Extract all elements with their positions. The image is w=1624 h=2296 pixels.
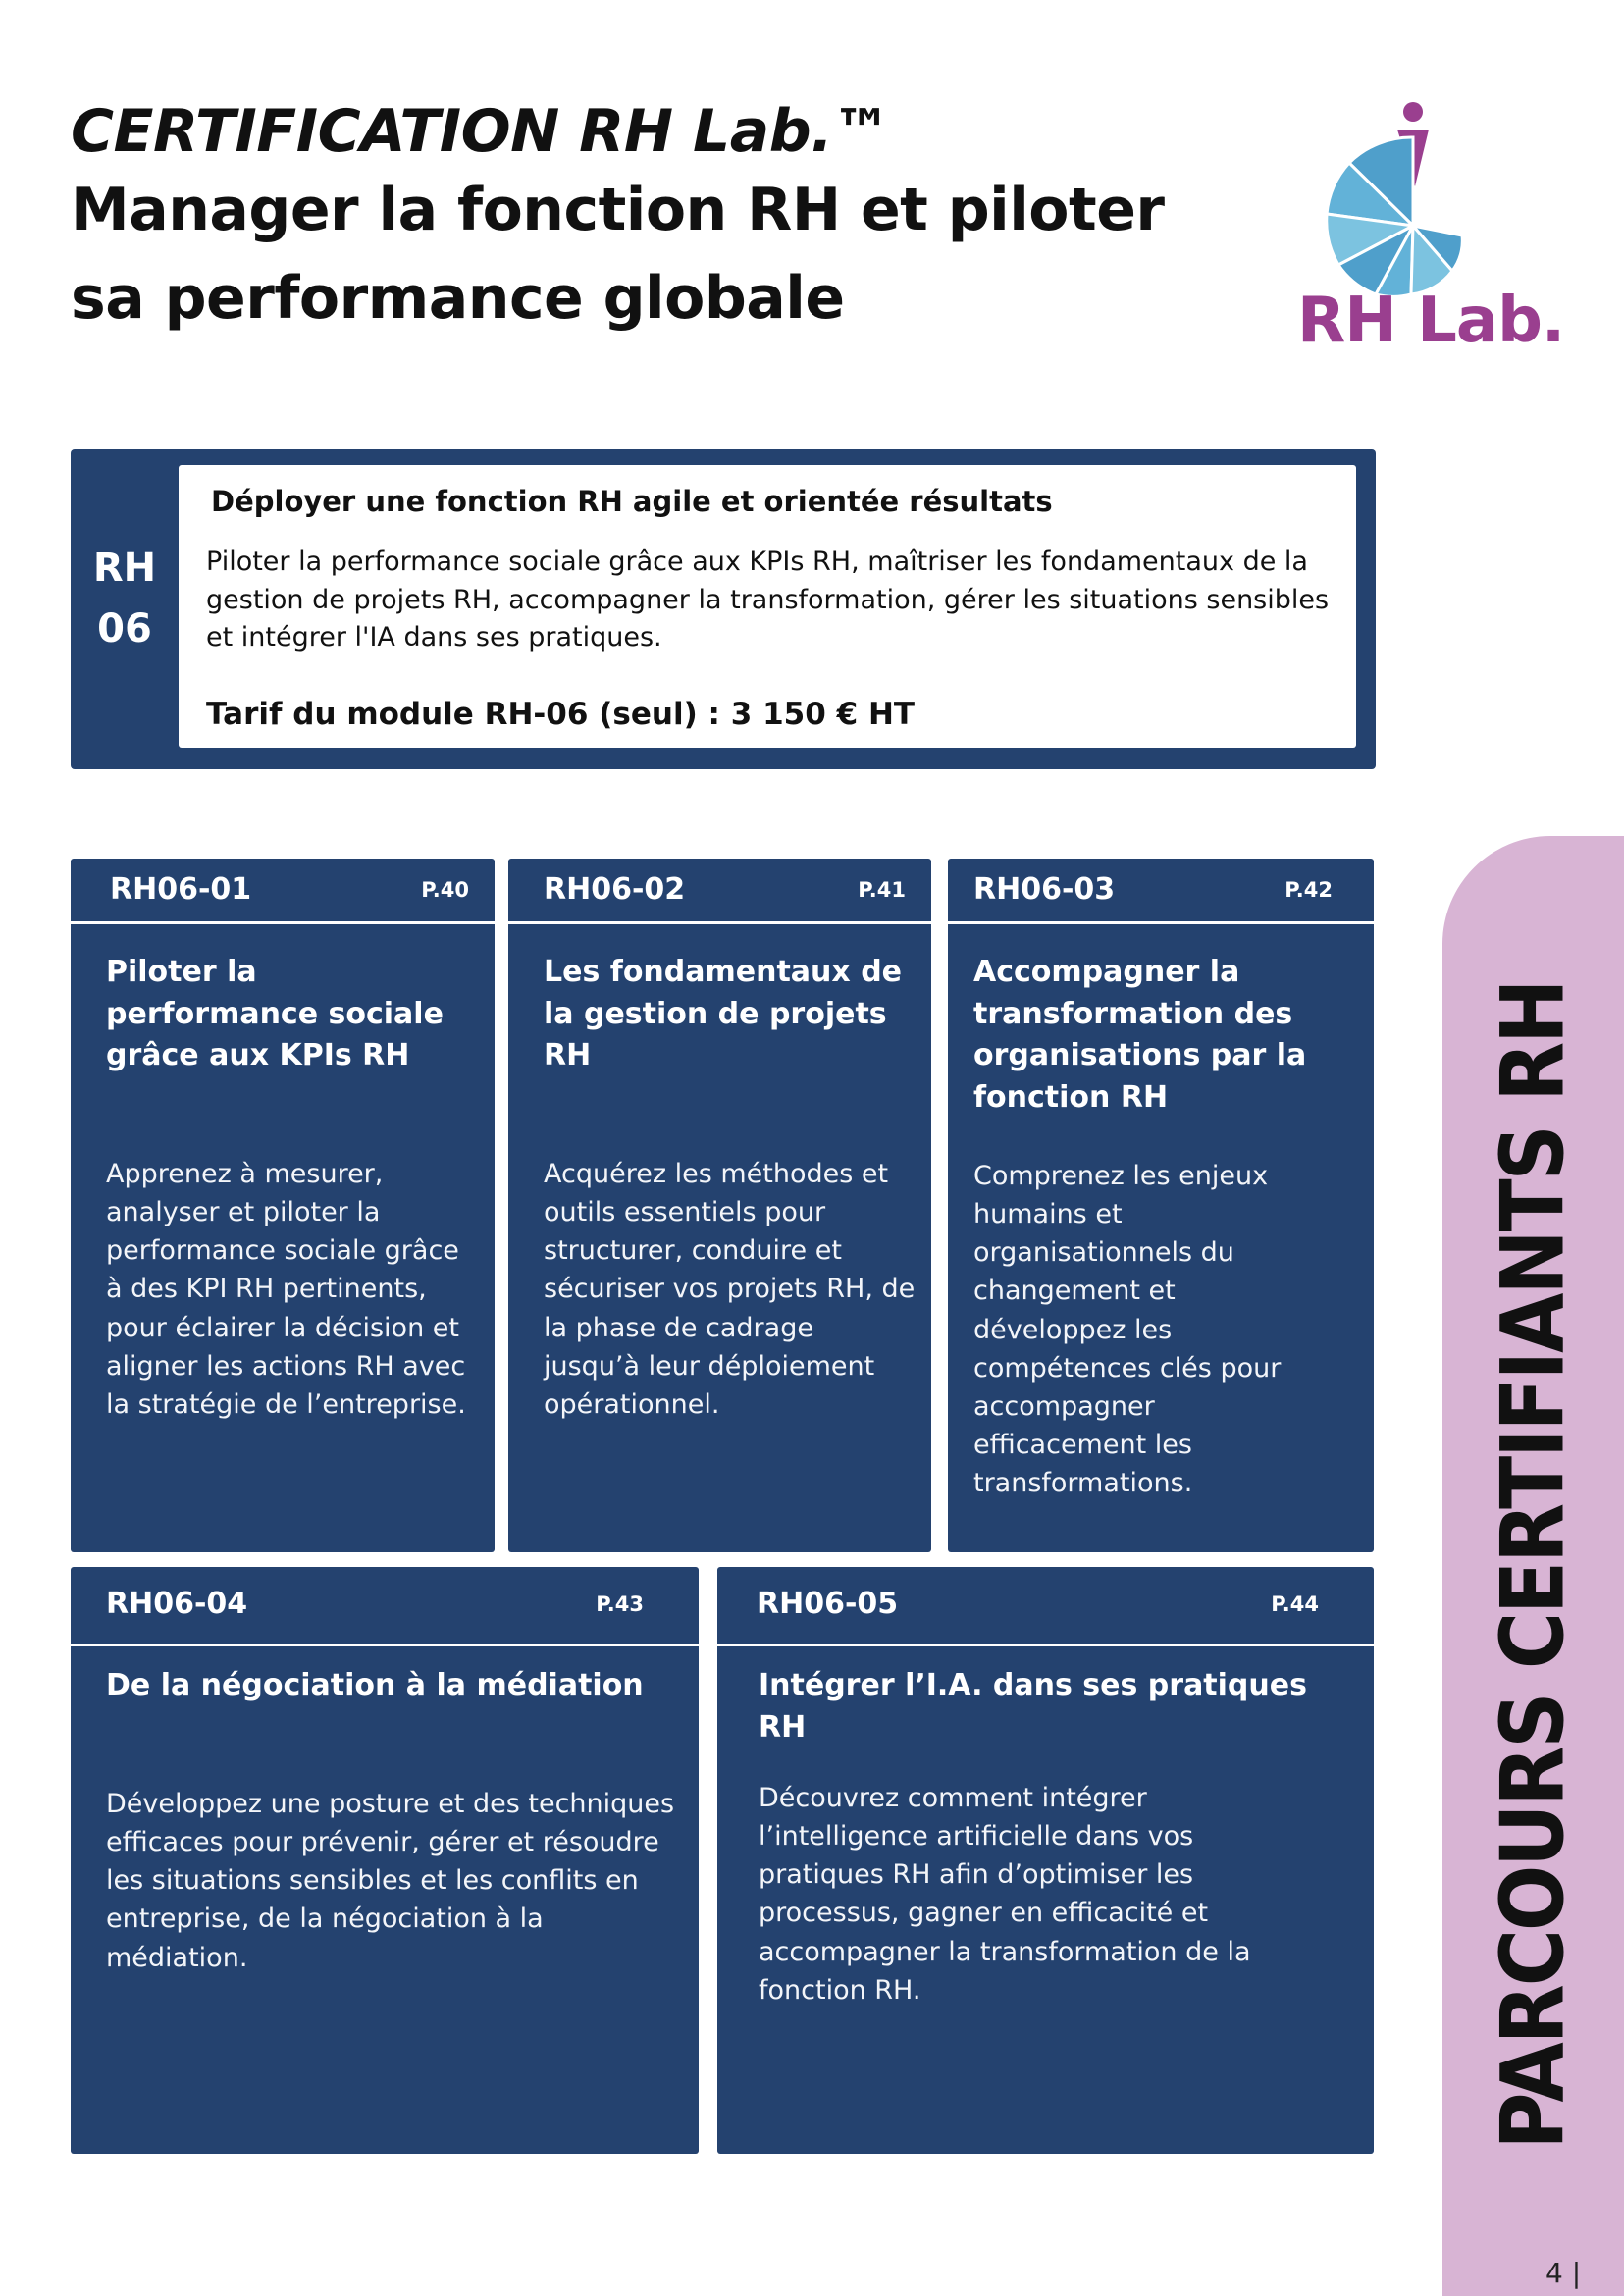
card-header [948, 859, 1374, 924]
card-description: Apprenez à mesurer, analyser et piloter la performance sociale grâce à des KPI RH pertinents, pour éclairer la décision et aligner les actions RH avec la stratégie de l’entreprise. [106, 1159, 466, 1420]
card-header [71, 1567, 699, 1646]
course-card[interactable] [71, 859, 495, 1552]
card-page-ref: P.44 [1271, 1592, 1319, 1616]
card-description: Acquérez les méthodes et outils essentiels pour structurer, conduire et sécuriser vos projets RH, de la phase de cadrage jusqu’à leur déploiement opérationnel. [544, 1159, 916, 1420]
module-code [71, 538, 179, 659]
course-card[interactable] [508, 859, 931, 1552]
card-header [508, 859, 931, 924]
card-page-ref: P.43 [596, 1592, 644, 1616]
card-title: Accompagner la transformation des organisations par la fonction RH [973, 955, 1307, 1115]
course-card[interactable] [948, 859, 1374, 1552]
module-code-line2: 06 [97, 606, 152, 652]
card-page-ref: P.40 [421, 878, 469, 902]
card-title: Piloter la performance sociale grâce aux KPIs RH [106, 955, 444, 1073]
card-code: RH06-05 [757, 1587, 899, 1621]
module-code-line1: RH [92, 546, 157, 591]
logo-text: RH Lab. [1297, 285, 1565, 357]
course-card[interactable] [717, 1567, 1374, 2154]
module-title-line2: sa performance globale [71, 264, 845, 333]
card-description: Comprenez les enjeux humains et organisationnels du changement et développez les compétences clés pour accompagner efficacement les transformations. [973, 1161, 1282, 1499]
card-page-ref: P.42 [1284, 878, 1333, 902]
card-title: Les fondamentaux de la gestion de projets RH [544, 955, 903, 1073]
card-header [717, 1567, 1374, 1646]
module-heading: Déployer une fonction RH agile et orientée résultats [211, 485, 1053, 518]
page-number: 4 | [1545, 2257, 1582, 2289]
card-description: Découvrez comment intégrer l’intelligence artificielle dans vos pratiques RH afin d’optimiser les processus, gagner en efficacité et accompagner la transformation de la fonction RH. [759, 1783, 1251, 2006]
card-title: De la négociation à la médiation [106, 1668, 644, 1702]
card-page-ref: P.41 [858, 878, 906, 902]
card-title: Intégrer l’I.A. dans ses pratiques RH [759, 1668, 1307, 1745]
card-code: RH06-01 [110, 872, 252, 907]
module-title-line1: Manager la fonction RH et piloter [71, 176, 1165, 244]
certification-title: CERTIFICATION RH Lab.™ [71, 97, 891, 166]
module-summary [71, 449, 1376, 769]
page-title [71, 98, 1199, 342]
card-code: RH06-02 [544, 872, 686, 907]
module-details [179, 465, 1356, 748]
module-price: Tarif du module RH-06 (seul) : 3 150 € HT [206, 697, 916, 732]
card-code: RH06-03 [973, 872, 1116, 907]
card-description: Développez une posture et des techniques efficaces pour prévenir, gérer et résoudre les situations sensibles et les conflits en entreprise, de la négociation à la médiation. [106, 1789, 675, 1973]
module-description: Piloter la performance sociale grâce aux KPIs RH, maîtriser les fondamentaux de la gestion de projets RH, accompagner la transformation, gérer les situations sensibles et intégrer l'IA dans ses pratiques. [206, 547, 1330, 653]
section-side-label: PARCOURS CERTIFIANTS RH [1482, 980, 1584, 2150]
card-header [71, 859, 495, 924]
course-card[interactable] [71, 1567, 699, 2154]
card-code: RH06-04 [106, 1587, 248, 1621]
